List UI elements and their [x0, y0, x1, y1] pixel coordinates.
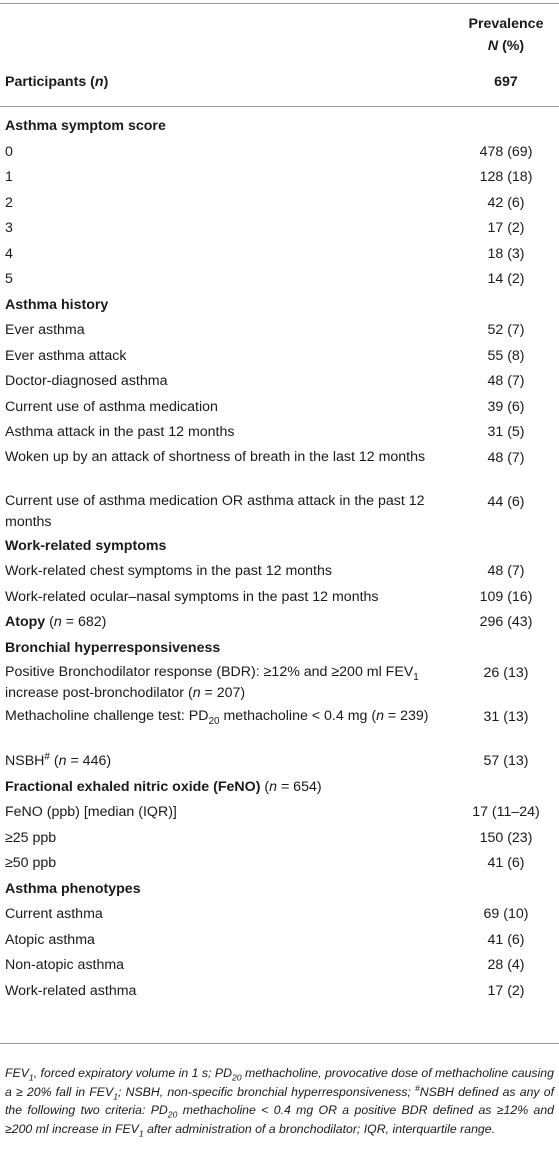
- row-label: Atopic asthma: [5, 931, 95, 948]
- row-label: 5: [5, 271, 13, 287]
- participants-label: Participants (n): [5, 74, 109, 90]
- section-title: Fractional exhaled nitric oxide (FeNO) (n = 654): [5, 778, 322, 795]
- row-label: Non-atopic asthma: [5, 957, 125, 973]
- header-n: N: [487, 38, 499, 54]
- row-label: NSBH# (n = 446): [5, 751, 112, 769]
- row-label: 0: [5, 143, 13, 160]
- row-value: 128 (18): [479, 169, 533, 185]
- row-label: ≥50 ppb: [5, 855, 57, 871]
- table-header: [0, 14, 559, 60]
- section-title: Work-related symptoms: [5, 537, 167, 554]
- row-value: 28 (4): [487, 957, 525, 973]
- row-label: Ever asthma: [5, 322, 85, 338]
- row-value: 52 (7): [487, 322, 525, 338]
- row-value: 39 (6): [487, 398, 525, 415]
- row-value: 26 (13): [483, 665, 529, 681]
- row-value: 42 (6): [487, 194, 525, 211]
- row-label: 4: [5, 245, 13, 262]
- row-label: ≥25 ppb: [5, 829, 57, 846]
- row-label: 3: [5, 220, 13, 236]
- header-n-pct: [453, 36, 559, 56]
- row-value: 48 (7): [487, 563, 525, 579]
- section-title: Bronchial hyperresponsiveness: [5, 639, 221, 656]
- row-value: 41 (6): [487, 855, 525, 871]
- row-label: Woken up by an attack of shortness of breath in the last 12 months: [5, 448, 426, 465]
- row-value: 48 (7): [487, 449, 525, 466]
- row-value: 17 (2): [487, 220, 525, 236]
- row-value: 44 (6): [487, 493, 525, 510]
- row-value: 55 (8): [487, 347, 525, 364]
- section-value: 296 (43): [479, 614, 533, 630]
- section-title: Asthma phenotypes: [5, 880, 141, 897]
- row-label: Ever asthma attack: [5, 347, 127, 364]
- section-title: Asthma history: [5, 296, 109, 313]
- section-title: Asthma symptom score: [5, 118, 166, 134]
- row-label: Current asthma: [5, 906, 103, 922]
- row-value: 150 (23): [479, 829, 533, 846]
- header-rule: [0, 106, 559, 107]
- row-value: 17 (11–24): [472, 804, 540, 820]
- top-rule: [0, 3, 559, 4]
- row-value: 31 (5): [487, 424, 525, 440]
- row-label: Current use of asthma medication OR asthma attack in the past 12 months: [5, 492, 425, 530]
- row-label: 2: [5, 194, 13, 211]
- row-label: 1: [5, 169, 13, 185]
- row-value: 57 (13): [483, 753, 529, 769]
- row-value: 17 (2): [487, 982, 525, 999]
- row-label: Methacholine challenge test: $PD_{20}$ methacholine < 0.4 mg (n = 239): [5, 708, 429, 727]
- row-label: Work-related chest symptoms in the past 12 months: [5, 563, 332, 579]
- bottom-rule: [0, 1043, 559, 1044]
- header-pct: (%): [502, 38, 525, 54]
- row-value: 18 (3): [487, 245, 525, 262]
- header-prevalence: Prevalence: [468, 16, 544, 32]
- row-label: Work-related asthma: [5, 982, 137, 999]
- row-value: 69 (10): [483, 906, 529, 922]
- row-label: Doctor-diagnosed asthma: [5, 373, 168, 389]
- row-value: 478 (69): [479, 143, 533, 160]
- participants-value: 697: [494, 74, 518, 90]
- row-value: 41 (6): [487, 931, 525, 948]
- section-title: Atopy (n = 682): [5, 614, 107, 630]
- row-label: Current use of asthma medication: [5, 398, 218, 415]
- row-value: 31 (13): [483, 709, 529, 725]
- row-value: 48 (7): [487, 373, 525, 389]
- table-footnote: $FEV_1$, forced expiratory volume in 1 s; $PD_{20}$ methacholine, provocative dose of methacholine causing a ≥ 20% fall in $FEV_1$; NSBH, non-specific bronchial hyperresponsiveness; #NSBH defined as any of the following two criteria: $PD_{20}$ methacholine < 0.4 mg OR a positive BDR defined as ≥12% and ≥200 ml increase in $FEV_1$ after administration of a bronchodilator; IQR, interquartile range.: [5, 1066, 554, 1139]
- row-value: 109 (16): [479, 588, 533, 605]
- row-label: Positive Bronchodilator response (BDR): ≥12% and ≥200 ml $FEV_1$ increase post-bronchodilator (n = 207): [5, 664, 419, 701]
- row-label: Work-related ocular–nasal symptoms in the past 12 months: [5, 588, 379, 605]
- row-label: Asthma attack in the past 12 months: [5, 424, 235, 440]
- row-value: 14 (2): [487, 271, 525, 287]
- row-label: FeNO (ppb) [median (IQR)]: [5, 804, 177, 820]
